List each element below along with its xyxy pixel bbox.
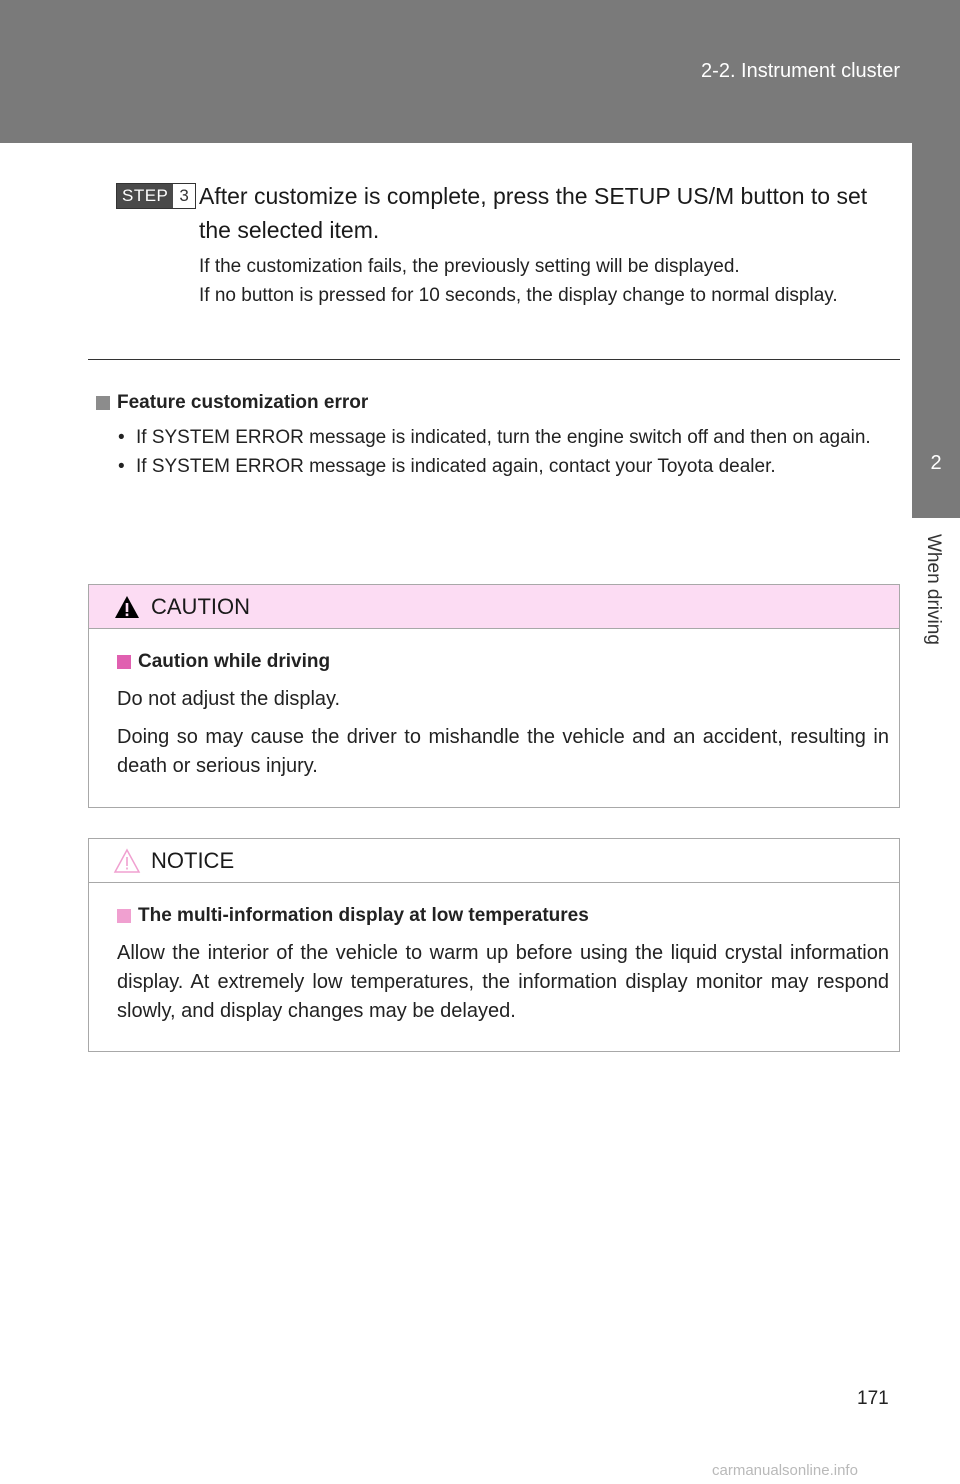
- notice-triangle-icon: [113, 847, 141, 875]
- heading-square-icon: [96, 396, 110, 410]
- caution-title: CAUTION: [151, 594, 250, 619]
- section-heading: [96, 388, 886, 417]
- heading-square-icon: [117, 655, 131, 669]
- divider: [88, 359, 900, 360]
- notice-heading: [117, 901, 889, 930]
- bullet-list: [96, 423, 886, 481]
- step-note: If no button is pressed for 10 seconds, the display change to normal display.: [199, 285, 838, 306]
- step-badge: [116, 183, 196, 209]
- heading-square-icon: [117, 909, 131, 923]
- notice-title: NOTICE: [151, 848, 235, 873]
- caution-box: [88, 584, 900, 808]
- notice-body: [89, 883, 899, 1026]
- chapter-number: 2: [930, 452, 942, 474]
- step-note: If the customization fails, the previously setting will be displayed.: [199, 256, 740, 277]
- page-number: 171: [857, 1388, 889, 1409]
- list-item: • If SYSTEM ERROR message is indicated, turn the engine switch off and then on again.: [118, 423, 886, 452]
- caution-body: [89, 629, 899, 781]
- watermark: carmanualsonline.info: [712, 1462, 858, 1479]
- notice-box: [88, 838, 900, 1052]
- section-title: 2-2. Instrument cluster: [701, 60, 900, 82]
- caution-heading: [117, 647, 889, 676]
- notice-paragraph: Allow the interior of the vehicle to warm up before using the liquid crystal information display. At extremely low temperatures, the information display monitor may respond slowly, and display changes may be delayed.: [117, 942, 889, 1022]
- step-badge-word: STEP: [117, 184, 173, 208]
- caution-heading-text: Caution while driving: [138, 651, 331, 672]
- feature-error-section: [96, 388, 886, 481]
- caution-header: [89, 585, 899, 629]
- section-heading-text: Feature customization error: [117, 392, 369, 413]
- notice-header: [89, 839, 899, 883]
- caution-paragraph: Do not adjust the display.: [117, 688, 341, 710]
- step-notes: [199, 252, 899, 310]
- chapter-label: When driving: [923, 534, 944, 645]
- step-instruction: After customize is complete, press the SETUP US/M button to set the selected item.: [199, 183, 868, 243]
- notice-heading-text: The multi-information display at low temperatures: [138, 905, 589, 926]
- page-header: [0, 0, 960, 143]
- step-badge-number: 3: [173, 184, 194, 208]
- list-item: • If SYSTEM ERROR message is indicated again, contact your Toyota dealer.: [118, 452, 886, 481]
- warning-triangle-icon: [113, 593, 141, 621]
- caution-paragraph: Doing so may cause the driver to mishandle the vehicle and an accident, resulting in death or serious injury.: [117, 726, 889, 777]
